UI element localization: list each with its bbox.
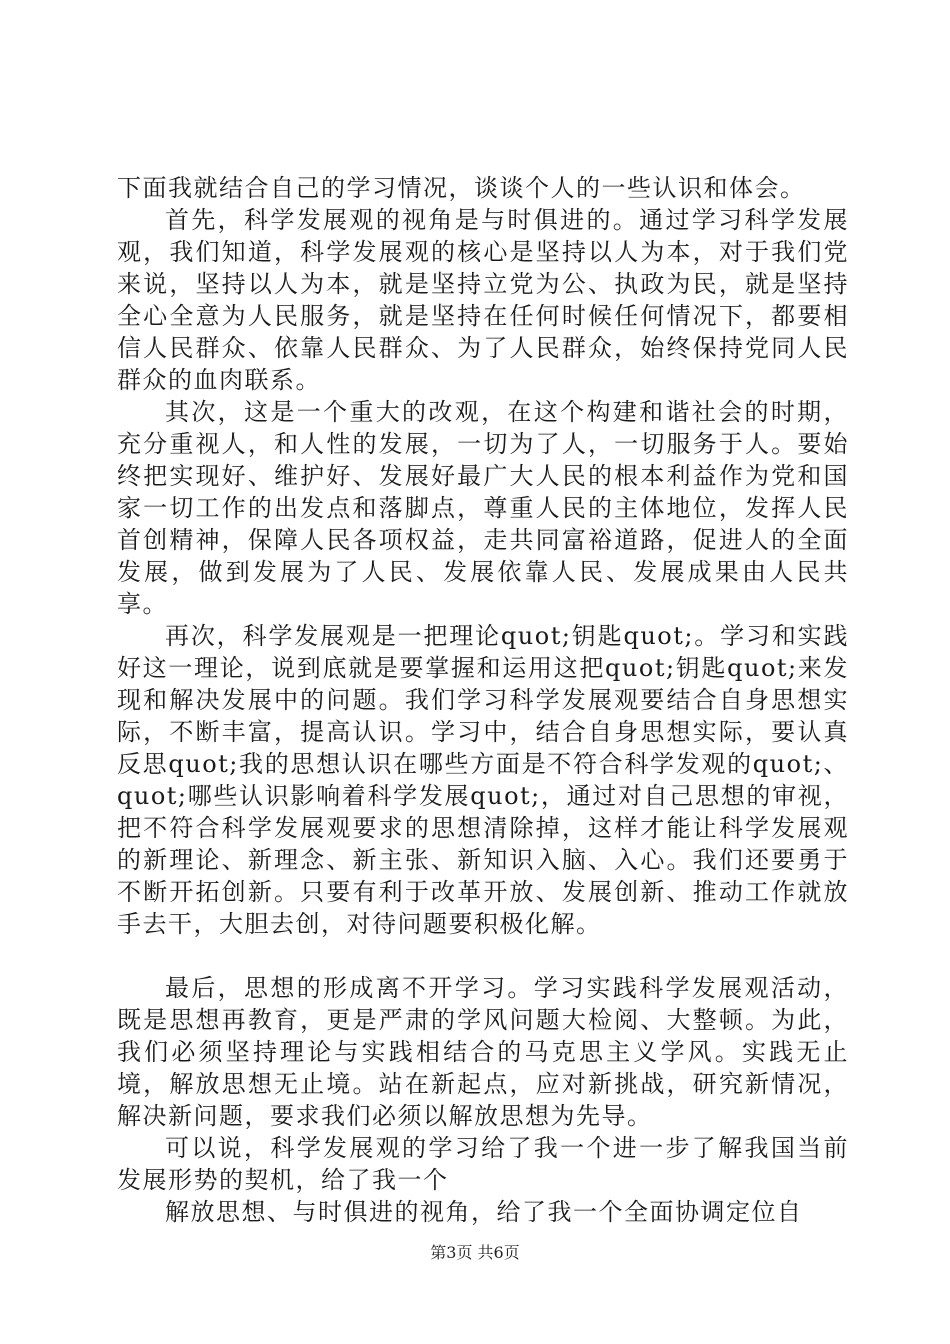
document-body [117, 172, 849, 1228]
page-number-footer: 第3页 共6页 [430, 1243, 520, 1262]
paragraph-third: 再次，科学发展观是一把理论quot;钥匙quot;。学习和实践好这一理论，说到底就是要掌握和运用这把quot;钥匙quot;来发现和解决发展中的问题。我们学习科学发展观要结合自身思想实际，不断丰富，提高认识。学习中，结合自身思想实际，要认真反思quot;我的思想认识在哪些方面是不符合科学发观的quot;、quot;哪些认识影响着科学发展quot;，通过对自己思想的审视，把不符合科学发展观要求的思想清除掉，这样才能让科学发展观的新理论、新理念、新主张、新知识入脑、入心。我们还要勇于不断开拓创新。只要有利于改革开放、发展创新、推动工作就放手去干，大胆去创，对待问题要积极化解。 [117, 622, 849, 938]
paragraph-continued: 解放思想、与时俱进的视角，给了我一个全面协调定位自 [165, 1198, 803, 1226]
paragraph-first: 首先，科学发展观的视角是与时俱进的。通过学习科学发展观，我们知道，科学发展观的核心是坚持以人为本，对于我们党来说，坚持以人为本，就是坚持立党为公、执政为民，就是坚持全心全意为人民服务，就是坚持在任何时候任何情况下，都要相信人民群众、依靠人民群众、为了人民群众，始终保持党同人民群众的血肉联系。 [117, 206, 849, 394]
paragraph-second: 其次，这是一个重大的改观，在这个构建和谐社会的时期，充分重视人，和人性的发展，一切为了人，一切服务于人。要始终把实现好、维护好、发展好最广大人民的根本利益作为党和国家一切工作的出发点和落脚点，尊重人民的主体地位，发挥人民首创精神，保障人民各项权益，走共同富裕道路，促进人的全面发展，做到发展为了人民、发展依靠人民、发展成果由人民共享。 [117, 398, 849, 618]
paragraph-gap [117, 940, 849, 972]
paragraph-conclusion: 可以说，科学发展观的学习给了我一个进一步了解我国当前发展形势的契机，给了我一个 [117, 1134, 849, 1194]
paragraph-last: 最后，思想的形成离不开学习。学习实践科学发展观活动，既是思想再教育，更是严肃的学风问题大检阅、大整顿。为此，我们必须坚持理论与实践相结合的马克思主义学风。实践无止境，解放思想无止境。站在新起点，应对新挑战，研究新情况，解决新问题，要求我们必须以解放思想为先导。 [117, 974, 849, 1130]
paragraph-intro: 下面我就结合自己的学习情况，谈谈个人的一些认识和体会。 [117, 174, 806, 202]
